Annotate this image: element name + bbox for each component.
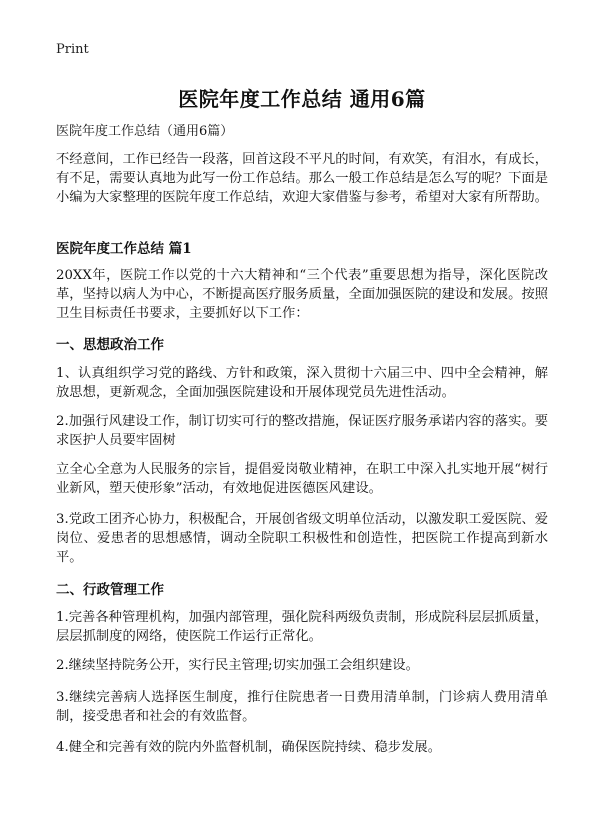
document-title: 医院年度工作总结 通用6篇: [178, 87, 426, 111]
list-item: 2.加强行风建设工作，制订切实可行的整改措施，保证医疗服务承诺内容的落实。要求医护人员要牢固树: [56, 414, 548, 448]
document-page: [56, 0, 548, 828]
intro-paragraph: 不经意间，工作已经告一段落，回首这段不平凡的时间，有欢笑，有泪水，有成长，有不足，需要认真地为此写一份工作总结。那么一般工作总结是怎么写的呢？下面是小编为大家整理的医院年度工作总结，欢迎大家借鉴与参考，希望对大家有所帮助。: [56, 152, 548, 205]
list-item: 3.党政工团齐心协力，积极配合，开展创省级文明单位活动，以激发职工爱医院、爱岗位、爱患者的思想感情，调动全院职工积极性和创造性，把医院工作提高到新水平。: [56, 512, 548, 565]
list-item: 3.继续完善病人选择医生制度，推行住院患者一日费用清单制，门诊病人费用清单制，接受患者和社会的有效监督。: [56, 690, 548, 724]
list-item: 1、认真组织学习党的路线、方针和政策，深入贯彻十六届三中、四中全会精神，解放思想，更新观念，全面加强医院建设和开展体现党员先进性活动。: [56, 366, 548, 400]
document-subtitle: 医院年度工作总结（通用6篇）: [56, 124, 234, 139]
list-item: 立全心全意为人民服务的宗旨，提倡爱岗敬业精神，在职工中深入扎实地开展“树行业新风，塑天使形象”活动，有效地促进医德医风建设。: [56, 462, 548, 496]
list-item: 4.健全和完善有效的院内外监督机制，确保医院持续、稳步发展。: [56, 740, 441, 755]
list-item: 2.继续坚持院务公开，实行民主管理;切实加强工会组织建设。: [56, 658, 419, 673]
section-intro-paragraph: 20XX年，医院工作以党的十六大精神和“三个代表”重要思想为指导，深化医院改革，坚持以病人为中心，不断提高医疗服务质量，全面加强医院的建设和发展。按照卫生目标责任书要求，主要抓好以下工作：: [56, 268, 548, 321]
section-heading: 医院年度工作总结 篇1: [56, 241, 192, 257]
print-label: Print: [56, 42, 89, 57]
part-heading-administration: 二、行政管理工作: [56, 582, 164, 598]
list-item: 1.完善各种管理机构，加强内部管理，强化院科两级负责制，形成院科层层抓质量，层层抓制度的网络，使医院工作运行正常化。: [56, 610, 548, 644]
part-heading-political: 一、思想政治工作: [56, 337, 164, 353]
